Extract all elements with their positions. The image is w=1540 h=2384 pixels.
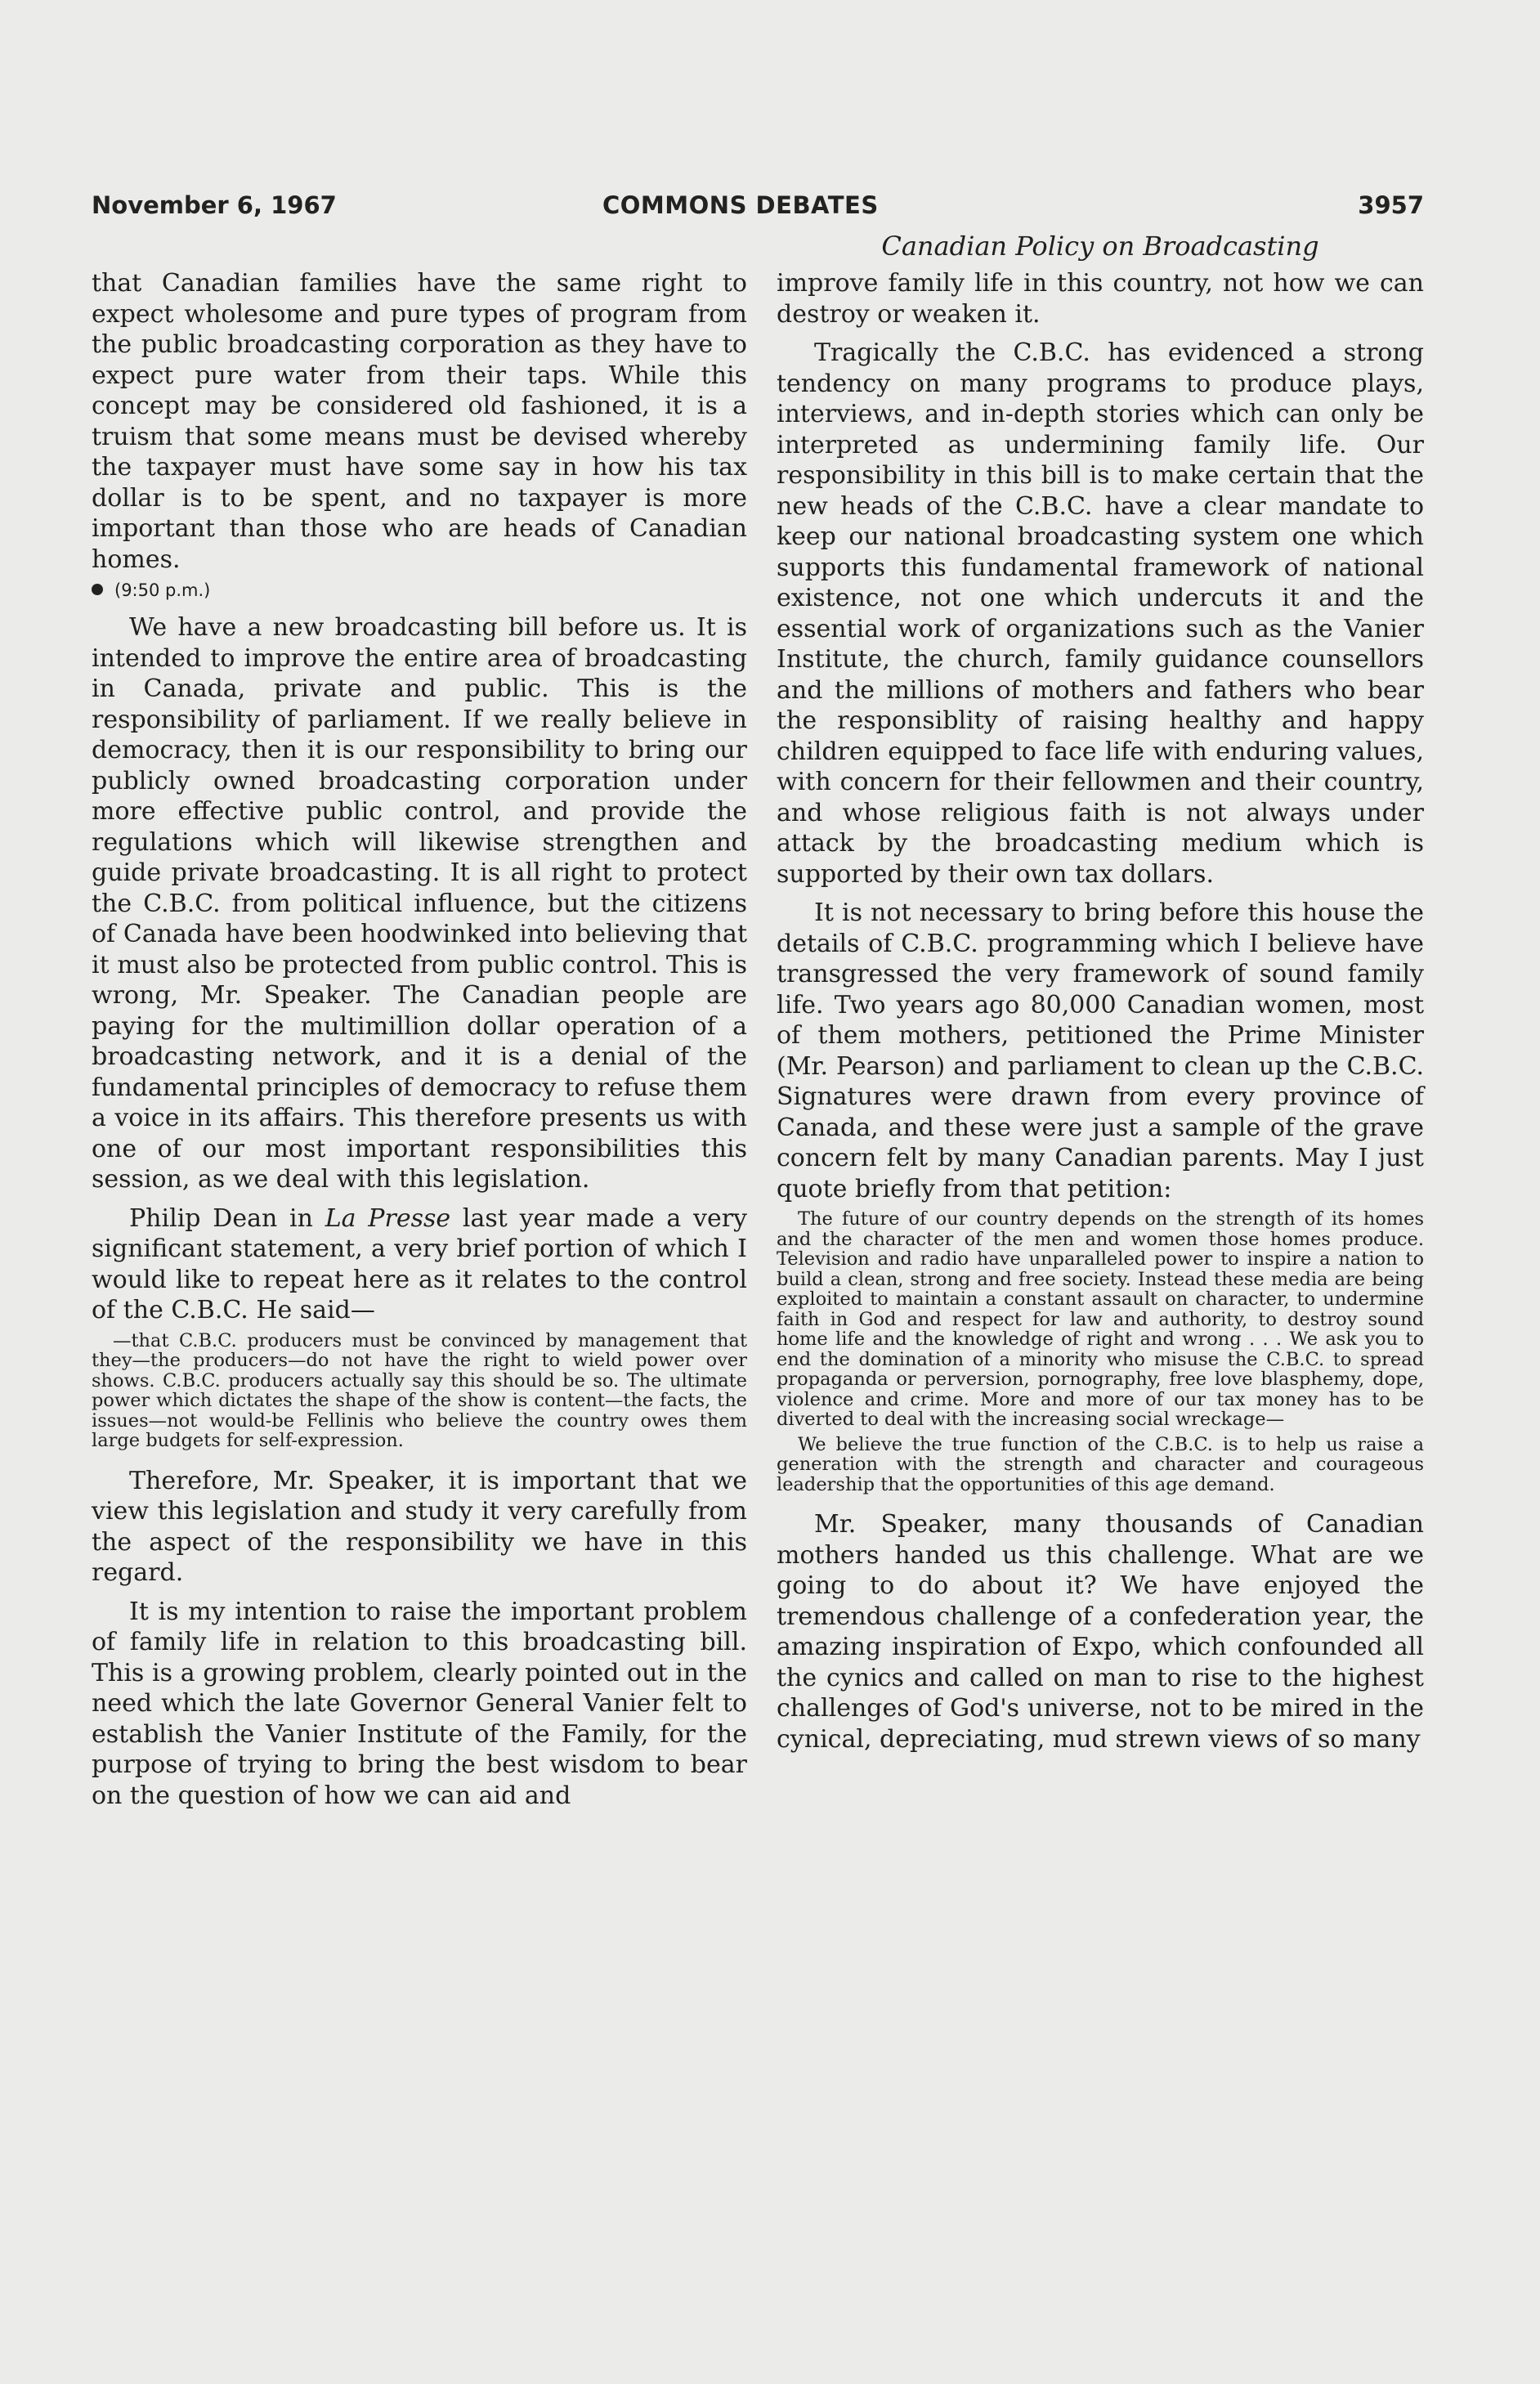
bullet-icon [92, 584, 103, 595]
page-number: 3957 [1358, 191, 1424, 219]
section-subheading: Canadian Policy on Broadcasting [881, 231, 1319, 262]
time-marker [92, 580, 747, 601]
left-paragraph-1: that Canadian families have the same right to expect wholesome and pure types of program from the public broadcasting corporation as they have to expect pure water from their taps. While this concept may be considered old fashioned, it is a truism that some means must be devised whereby the taxpayer must have some say in how his tax dollar is to be spent, and no taxpayer is more important than those who are heads of Canadian homes. [92, 269, 747, 574]
publication-name: La Presse [325, 1203, 451, 1233]
left-paragraph-5: It is my intention to raise the important problem of family life in relation to this broadcasting bill. This is a growing problem, clearly pointed out in the need which the late Governor General Vanier felt to establish the Vanier Institute of the Family, for the purpose of trying to bring the best wisdom to bear on the question of how we can aid and [92, 1597, 747, 1810]
right-column [777, 268, 1424, 1763]
petition-quote-2: We believe the true function of the C.B.C. is to help us raise a generation with the strength and character and courageous leadership that the opportunities of this age demand. [777, 1433, 1424, 1495]
petition-quote-1: The future of our country depends on the strength of its homes and the character of the men and women those homes produce. Television and radio have unparalleled power to inspire a nation to build a clean, strong and free society. Instead these media are being exploited to maintain a constant assault on character, to undermine faith in God and respect for law and authority, to destroy sound home life and the knowledge of right and wrong . . . We ask you to end the domination of a minority who misuse the C.B.C. to spread propaganda or perversion, pornography, free love blasphemy, dope, violence and crime. More and more of our tax money has to be diverted to deal with the increasing social wreckage— [777, 1208, 1424, 1430]
page-header [92, 191, 1424, 224]
p3-after: last year made a very significant statement, a very brief portion of which I would like to repeat here as it relates to the control of the C.B.C. He said— [92, 1203, 747, 1324]
header-title: COMMONS DEBATES [602, 191, 879, 219]
right-paragraph-2: Tragically the C.B.C. has evidenced a strong tendency on many programs to produce plays, interviews, and in-depth stories which can only be interpreted as undermining family life. Our responsibility in this bill is to make certain that the new heads of the C.B.C. have a clear mandate to keep our national broadcasting system one which supports this fundamental framework of national existence, not one which undercuts it and the essential work of organizations such as the Vanier Institute, the church, family guidance counsellors and the millions of mothers and fathers who bear the responsiblity of raising healthy and happy children equipped to face life with enduring values, with concern for their fellowmen and their country, and whose religious faith is not always under attack by the broadcasting medium which is supported by their own tax dollars. [777, 338, 1424, 889]
left-paragraph-3 [92, 1203, 747, 1326]
header-date: November 6, 1967 [92, 191, 337, 219]
left-block-quote: —that C.B.C. producers must be convinced by management that they—the producers—do not have the right to wield power over shows. C.B.C. producers actually say this should be so. The ultimate power which dictates the shape of the show is content—the facts, the issues—not would-be Fellinis who believe the country owes them large budgets for self-expression. [92, 1329, 747, 1451]
left-paragraph-4: Therefore, Mr. Speaker, it is important that we view this legislation and study it very carefully from the aspect of the responsibility we have in this regard. [92, 1466, 747, 1587]
right-paragraph-3: It is not necessary to bring before this house the details of C.B.C. programming which I believe have transgressed the very framework of sound family life. Two years ago 80,000 Canadian women, most of them mothers, petitioned the Prime Minister (Mr. Pearson) and parliament to clean up the C.B.C. Signatures were drawn from every province of Canada, and these were just a sample of the grave concern felt by many Canadian parents. May I just quote briefly from that petition: [777, 898, 1424, 1203]
p3-before: Philip Dean in [129, 1203, 325, 1233]
left-paragraph-2: We have a new broadcasting bill before us. It is intended to improve the entire area of broadcasting in Canada, private and public. This is the responsibility of parliament. If we really believe in democracy, then it is our responsibility to bring our publicly owned broadcasting corporation under more effective public control, and provide the regulations which will likewise strengthen and guide private broadcasting. It is all right to protect the C.B.C. from political influence, but the citizens of Canada have been hoodwinked into believing that it must also be protected from public control. This is wrong, Mr. Speaker. The Canadian people are paying for the multimillion dollar operation of a broadcasting network, and it is a denial of the fundamental principles of democracy to refuse them a voice in its affairs. This therefore presents us with one of our most important responsibilities this session, as we deal with this legislation. [92, 613, 747, 1194]
right-paragraph-4: Mr. Speaker, many thousands of Canadian mothers handed us this challenge. What are we going to do about it? We have enjoyed the tremendous challenge of a confederation year, the amazing inspiration of Expo, which confounded all the cynics and called on man to rise to the highest challenges of God's universe, not to be mired in the cynical, depreciating, mud strewn views of so many [777, 1510, 1424, 1754]
left-column [92, 268, 747, 1819]
right-paragraph-1: improve family life in this country, not how we can destroy or weaken it. [777, 269, 1424, 329]
time-label: (9:50 p.m.) [114, 580, 211, 600]
